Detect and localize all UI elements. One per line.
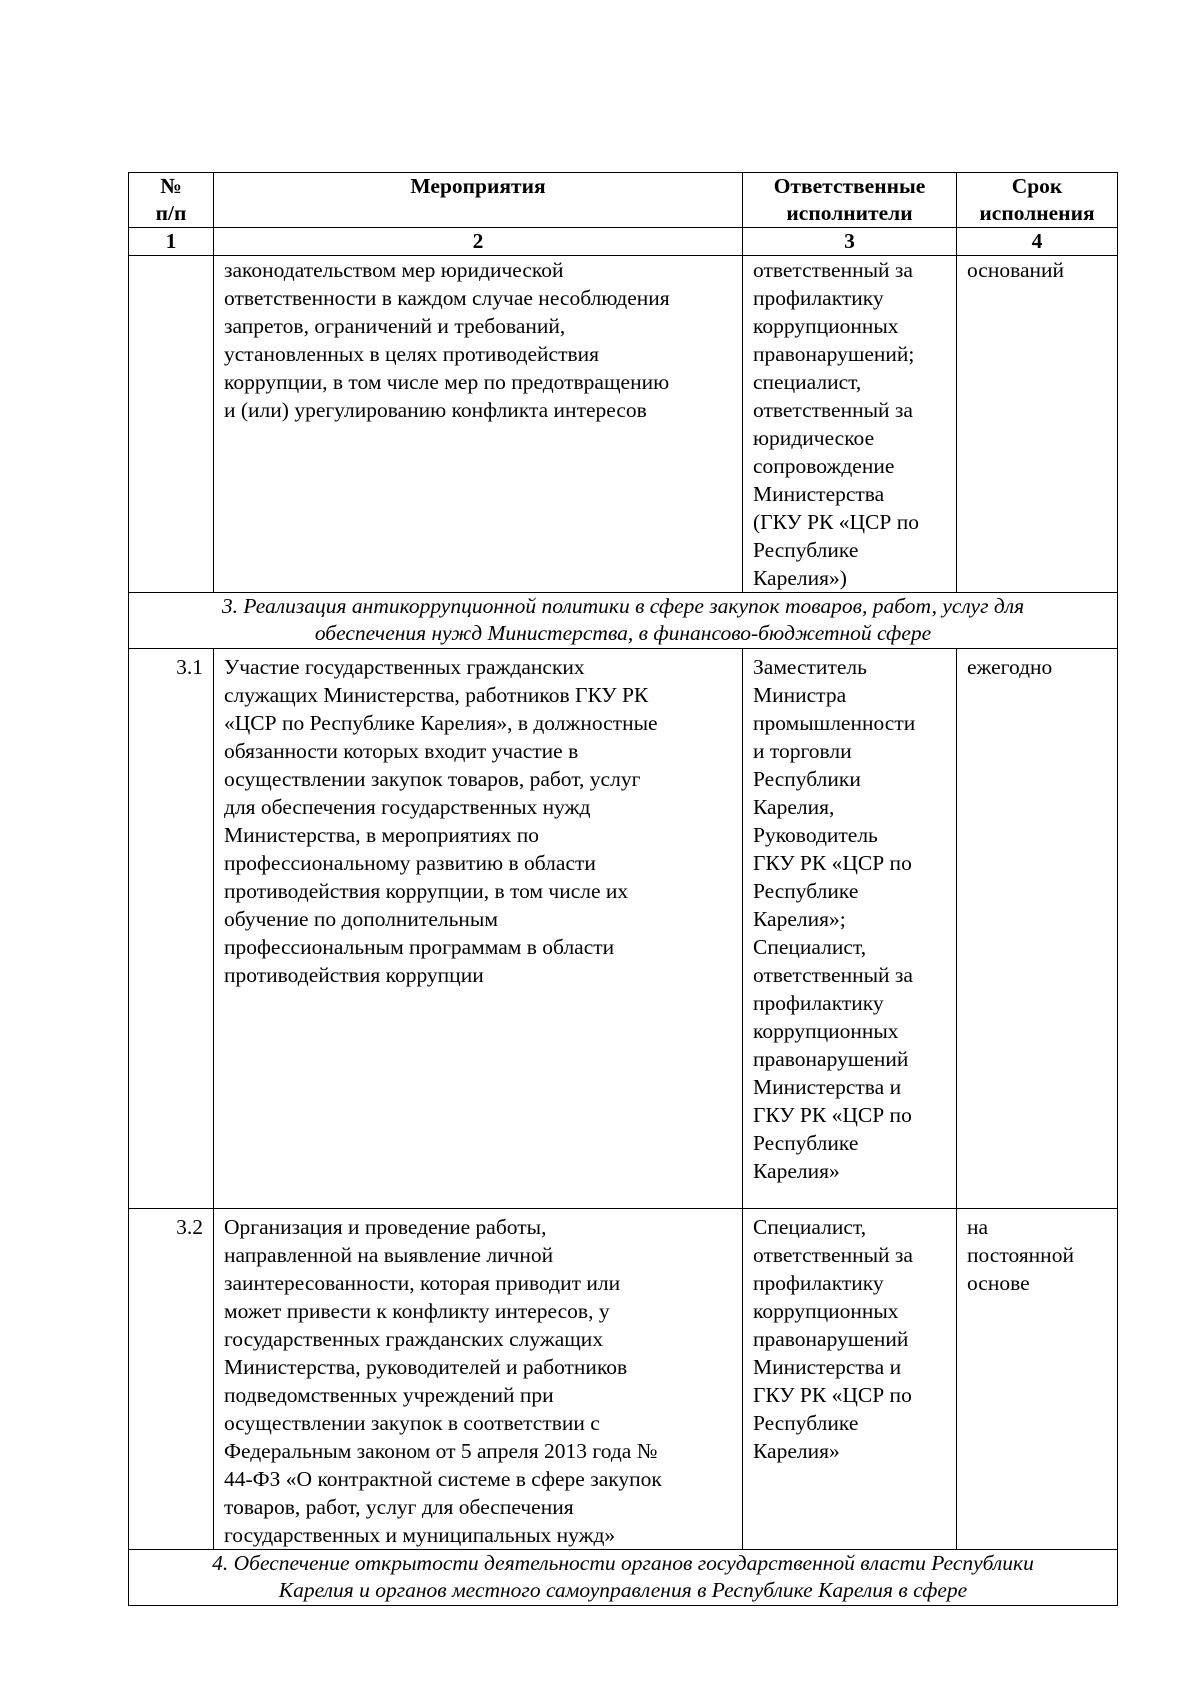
section-heading-row bbox=[129, 1550, 1118, 1606]
column-number-row bbox=[129, 228, 1118, 256]
column-number: 1 bbox=[129, 228, 214, 256]
column-number: 4 bbox=[957, 228, 1118, 256]
row-deadline: на постоянной основе bbox=[957, 1209, 1118, 1550]
section-4-heading: 4. Обеспечение открытости деятельности органов государственной власти Республики Карелия и органов местного самоуправления в Республике Карелия в сфере bbox=[129, 1550, 1118, 1606]
row-event: Участие государственных гражданских служащих Министерства, работников ГКУ РК «ЦСР по Республике Карелия», в должностные обязанности которых входит участие в осуществлении закупок товаров, работ, услуг для обеспечения государственных нужд Министерства, в мероприятиях по профессиональному развитию в области противодействия коррупции, в том числе их обучение по дополнительным профессиональным программам в области противодействия коррупции bbox=[214, 649, 743, 1209]
row-event: Организация и проведение работы, направленной на выявление личной заинтересованности, которая приводит или может привести к конфликту интересов, у государственных гражданских служащих Министерства, руководителей и работников подведомственных учреждений при осуществлении закупок в соответствии с Федеральным законом от 5 апреля 2013 года № 44-ФЗ «О контрактной системе в сфере закупок товаров, работ, услуг для обеспечения государственных и муниципальных нужд» bbox=[214, 1209, 743, 1550]
row-deadline: ежегодно bbox=[957, 649, 1118, 1209]
row-number bbox=[129, 256, 214, 593]
section-heading-row bbox=[129, 593, 1118, 649]
row-responsible: Специалист, ответственный за профилактику коррупционных правонарушений Министерства и ГКУ РК «ЦСР по Республике Карелия» bbox=[743, 1209, 957, 1550]
row-responsible: Заместитель Министра промышленности и торговли Республики Карелия, Руководитель ГКУ РК «ЦСР по Республике Карелия»; Специалист, ответственный за профилактику коррупционных правонарушений Министерства и ГКУ РК «ЦСР по Республике Карелия» bbox=[743, 649, 957, 1209]
table-row bbox=[129, 649, 1118, 1209]
header-events: Мероприятия bbox=[214, 173, 743, 228]
row-number: 3.1 bbox=[129, 649, 214, 1209]
action-plan-table bbox=[128, 172, 1118, 1606]
row-number: 3.2 bbox=[129, 1209, 214, 1550]
row-event: законодательством мер юридической ответственности в каждом случае несоблюдения запретов, ограничений и требований, установленных в целях противодействия коррупции, в том числе мер по предотвращению и (или) урегулированию конфликта интересов bbox=[214, 256, 743, 593]
row-responsible: ответственный за профилактику коррупционных правонарушений; специалист, ответственный за юридическое сопровождение Министерства (ГКУ РК «ЦСР по Республике Карелия») bbox=[743, 256, 957, 593]
column-number: 3 bbox=[743, 228, 957, 256]
table-row bbox=[129, 256, 1118, 593]
header-deadline: Срок исполнения bbox=[957, 173, 1118, 228]
column-number: 2 bbox=[214, 228, 743, 256]
row-deadline: оснований bbox=[957, 256, 1118, 593]
header-responsible: Ответственные исполнители bbox=[743, 173, 957, 228]
table-header-row bbox=[129, 173, 1118, 228]
section-3-heading: 3. Реализация антикоррупционной политики в сфере закупок товаров, работ, услуг для обеспечения нужд Министерства, в финансово-бюджетной сфере bbox=[129, 593, 1118, 649]
table-row bbox=[129, 1209, 1118, 1550]
header-number: № п/п bbox=[129, 173, 214, 228]
